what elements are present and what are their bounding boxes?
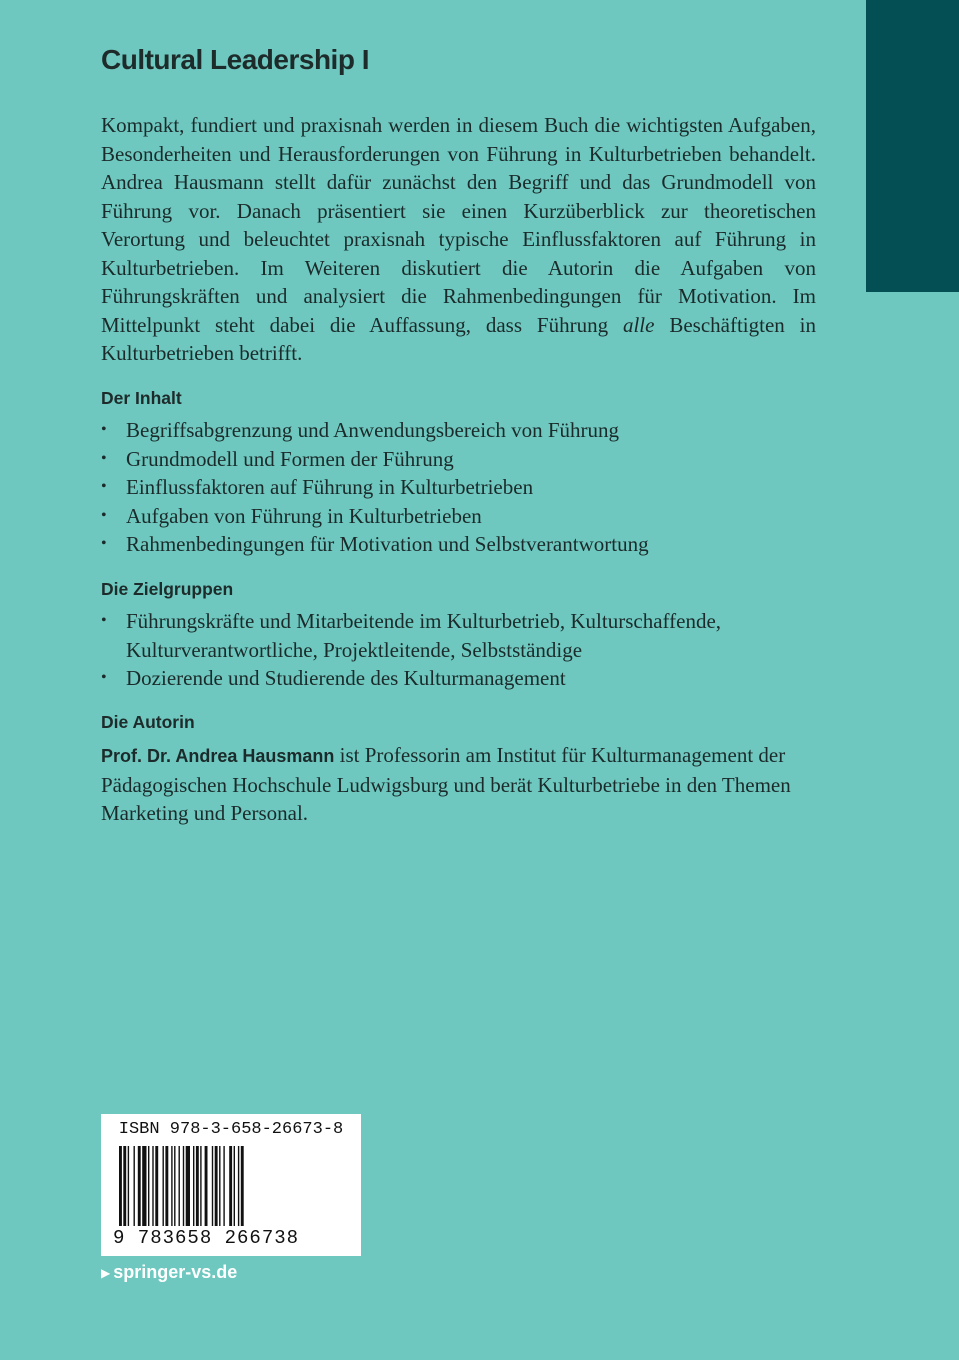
barcode-bar (186, 1146, 190, 1226)
barcode-bar (142, 1146, 146, 1226)
barcode-bar (223, 1146, 224, 1226)
contents-list (101, 416, 821, 559)
barcode-bar (155, 1146, 158, 1226)
barcode-bar (174, 1146, 175, 1226)
barcode-bar (193, 1146, 194, 1226)
target-groups-list (101, 607, 791, 693)
author-heading: Die Autorin (101, 712, 195, 732)
description-emphasis: alle (622, 312, 655, 337)
play-arrow-icon: ▶ (101, 1265, 111, 1280)
list-item: • Begriffsabgrenzung und Anwendungsbereich von Führung (101, 416, 821, 445)
barcode-bar (152, 1146, 153, 1226)
barcode-bar (200, 1146, 201, 1226)
barcode-bar (212, 1146, 213, 1226)
list-item: • Führungskräfte und Mitarbeitende im Kulturbetrieb, Kulturschaffende, Kulturverantwortliche, Projektleitende, Selbstständige (101, 607, 791, 664)
list-item: • Dozierende und Studierende des Kulturmanagement (101, 664, 791, 693)
barcode-bar (183, 1146, 184, 1226)
barcode-bar (134, 1146, 135, 1226)
list-item: • Grundmodell und Formen der Führung (101, 445, 821, 474)
author-bio (101, 741, 821, 828)
contents-heading: Der Inhalt (101, 388, 182, 408)
barcode-bar (128, 1146, 129, 1226)
barcode-bar (163, 1146, 164, 1226)
corner-color-block (866, 0, 959, 292)
book-description (101, 111, 816, 368)
isbn-label: ISBN 978-3-658-26673-8 (118, 1120, 344, 1139)
barcode-bar (238, 1146, 239, 1226)
barcode-bar (165, 1146, 168, 1226)
ean-digits: 9 783658 266738 (113, 1227, 300, 1249)
website-label: springer-vs.de (113, 1262, 238, 1282)
barcode-bar (229, 1146, 232, 1226)
barcode-bar (179, 1146, 180, 1226)
target-groups-heading: Die Zielgruppen (101, 579, 234, 599)
book-title: Cultural Leadership I (101, 44, 369, 75)
publisher-website[interactable] (101, 1262, 237, 1283)
author-bio-text: ist Professorin am Institut für Kulturmanagement der Pädagogischen Hochschule Ludwigsburg und berät Kulturbetriebe in den Themen Marketing und Personal. (101, 743, 791, 825)
description-text-part-1: Kompakt, fundiert und praxisnah werden in diesem Buch die wichtigsten Aufgaben, Besonderheiten und Herausforderungen von Führung in Kulturbetrieben behandelt. Andrea Hausmann stellt dafür zunächst den Begriff und das Grundmodell von Führung vor. Danach präsentiert sie einen Kurzüberblick zur theoretischen Verortung und beleuchtet praxisnah typische Einflussfaktoren auf Führung in Kulturbetrieben. Im Weiteren diskutiert die Autorin die Aufgaben von Führungskräften und analysiert die Rahmenbedingungen für Motivation. Im Mittelpunkt steht dabei die Auffassung, dass Führung (101, 113, 816, 337)
barcode-bar (196, 1146, 199, 1226)
barcode-bar (215, 1146, 218, 1226)
barcode-bars (119, 1146, 343, 1226)
barcode-bar (205, 1146, 208, 1226)
barcode-bar (171, 1146, 172, 1226)
barcode-bar (119, 1146, 122, 1226)
barcode-bar (219, 1146, 220, 1226)
barcode-bar (148, 1146, 149, 1226)
barcode-bar (241, 1146, 244, 1226)
list-item: • Einflussfaktoren auf Führung in Kulturbetrieben (101, 473, 821, 502)
isbn-barcode (101, 1114, 361, 1256)
list-item: • Aufgaben von Führung in Kulturbetrieben (101, 502, 821, 531)
barcode-bar (234, 1146, 235, 1226)
barcode-bar (123, 1146, 126, 1226)
list-item: • Rahmenbedingungen für Motivation und Selbstverantwortung (101, 530, 821, 559)
author-name: Prof. Dr. Andrea Hausmann (101, 746, 335, 766)
description-text-part-2: Beschäftigten in Kulturbetrieben betrifft. (101, 312, 816, 365)
barcode-bar (138, 1146, 141, 1226)
